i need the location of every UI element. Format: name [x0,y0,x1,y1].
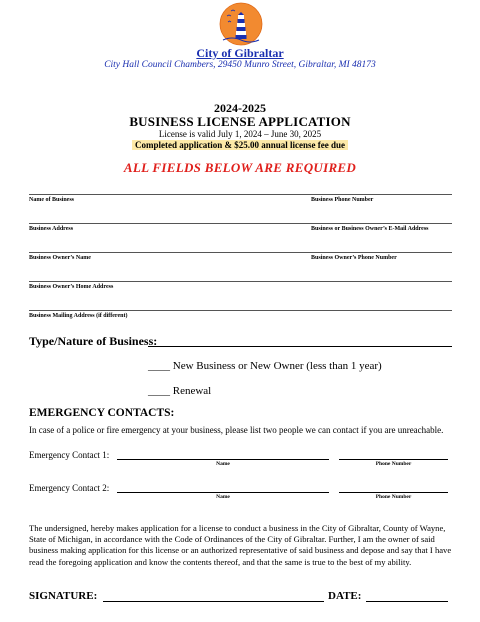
signature-label: SIGNATURE: [29,590,98,602]
field-line-row5[interactable] [29,310,452,311]
signature-line[interactable] [103,601,324,602]
contact2-label: Emergency Contact 2: [29,483,110,493]
required-notice: ALL FIELDS BELOW ARE REQUIRED [123,160,357,175]
business-type-line[interactable] [148,346,452,347]
business-phone-label: Business Phone Number [311,197,374,203]
field-line-row3[interactable] [29,252,452,253]
contact1-phone-line[interactable] [339,459,448,460]
contact2-phone-caption: Phone Number [375,494,412,500]
fee-notice-text: Completed application & $25.00 annual license fee due [132,140,348,150]
contact2-name-line[interactable] [117,492,329,493]
owner-home-address-label: Business Owner’s Home Address [29,284,114,290]
contact1-label: Emergency Contact 1: [29,450,110,460]
city-hall-address: City Hall Council Chambers, 29450 Munro Street, Gibraltar, MI 48173 [104,60,376,70]
license-year: 2024-2025 [214,101,266,115]
contact1-name-line[interactable] [117,459,329,460]
date-line[interactable] [366,601,448,602]
name-of-business-label: Name of Business [29,197,75,203]
contact1-phone-caption: Phone Number [375,461,412,467]
fee-notice [0,140,480,150]
emergency-instructions: In case of a police or fire emergency at your business, please list two people we can contact if you are unreachable. [29,425,444,435]
form-title: BUSINESS LICENSE APPLICATION [129,114,351,129]
business-address-label: Business Address [29,226,74,232]
field-line-row2[interactable] [29,223,452,224]
emergency-heading: EMERGENCY CONTACTS: [29,407,175,419]
owner-name-label: Business Owner’s Name [29,255,91,261]
contact2-name-caption: Name [216,494,230,500]
date-label: DATE: [328,590,362,602]
mailing-address-label: Business Mailing Address (if different) [29,313,128,319]
option-new-business[interactable]: ____ New Business or New Owner (less than 1 year) [148,360,382,372]
contact2-phone-line[interactable] [339,492,448,493]
declaration-paragraph: The undersigned, hereby makes application for a license to conduct a business in the City of Gibraltar, County of Wayne, State of Michigan, in accordance with the Code of Ordinances of the City of Gibraltar. Further, I am the owner of said business making application for this license or an authorized representative of said business and depose and say that I have read the foregoing application and know the contents thereof, and that the same is true to the best of my ability. [29,523,452,567]
owner-phone-label: Business Owner’s Phone Number [311,255,397,261]
business-email-label: Business or Business Owner’s E-Mail Address [311,226,429,232]
field-line-row1[interactable] [29,194,452,195]
field-line-row4[interactable] [29,281,452,282]
city-name: City of Gibraltar [196,46,284,60]
contact1-name-caption: Name [216,461,230,467]
business-type-label: Type/Nature of Business: [29,334,158,348]
lighthouse-sun-icon [219,2,263,46]
validity-note: License is valid July 1, 2024 – June 30, 2025 [158,129,322,139]
option-renewal[interactable]: ____ Renewal [148,385,212,397]
